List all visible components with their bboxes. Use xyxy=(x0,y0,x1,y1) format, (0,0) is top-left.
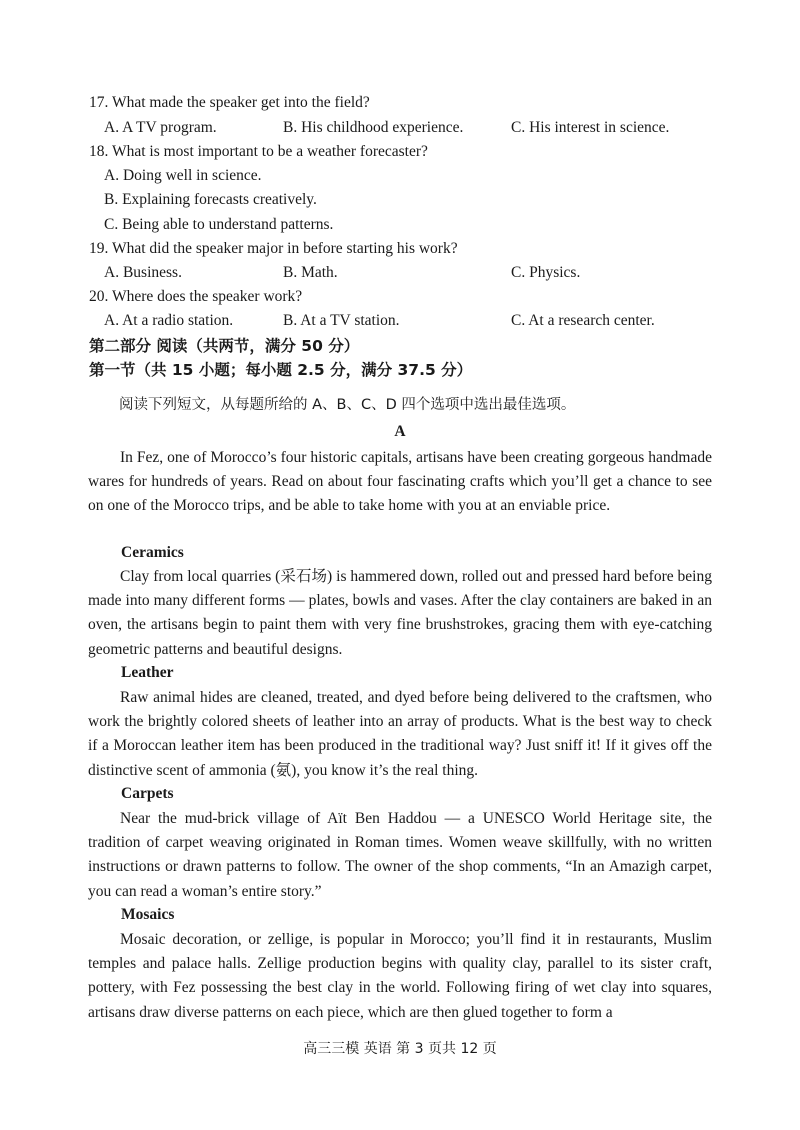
section-heading-ceramics: Ceramics xyxy=(121,544,184,561)
passage-label: A xyxy=(394,423,406,440)
q18-option-b: B. Explaining forecasts creatively. xyxy=(104,191,317,208)
q19-option-b: B. Math. xyxy=(283,264,338,281)
q20-option-b: B. At a TV station. xyxy=(283,312,400,329)
section-text-carpets: Near the mud-brick village of Aït Ben Haddou — a UNESCO World Heritage site, the tradition of carpet weaving originated in Roman times. Women weave skillfully, with no written instructions or drawn patterns to follow. The owner of the shop comments, “In an Amazigh carpet, you can read a woman’s entire story.” xyxy=(88,810,712,900)
q17-option-b: B. His childhood experience. xyxy=(283,119,464,136)
q19-option-a: A. Business. xyxy=(104,264,182,281)
q18-option-c: C. Being able to understand patterns. xyxy=(104,216,334,233)
section-text-leather: Raw animal hides are cleaned, treated, and dyed before being delivered to the craftsmen, who work the brightly colored sheets of leather into an array of products. What is the best way to check if a Moroccan leather item has been produced in the traditional way? Just sniff it! If it gives off the distinctive scent of ammonia (氨), you know it’s the real thing. xyxy=(88,689,712,779)
page-footer: 高三三模 英语 第 3 页共 12 页 xyxy=(303,1041,497,1057)
q17-option-c: C. His interest in science. xyxy=(511,119,670,136)
q17-option-a: A. A TV program. xyxy=(104,119,217,136)
question-19-stem: 19. What did the speaker major in before starting his work? xyxy=(89,240,458,257)
section1-title: 第一节（共 15 小题；每小题 2.5 分，满分 37.5 分） xyxy=(89,361,473,379)
section-heading-carpets: Carpets xyxy=(121,785,174,802)
question-18-stem: 18. What is most important to be a weather forecaster? xyxy=(89,143,428,160)
section-text-ceramics: Clay from local quarries (采石场) is hammered down, rolled out and pressed hard before being made into many different forms — plates, bowls and vases. After the clay containers are baked in an oven, the artisans begin to paint them with very fine brushstrokes, gracing them with eye-catching geometric patterns and beautiful designs. xyxy=(88,568,712,658)
part2-title: 第二部分 阅读（共两节，满分 50 分） xyxy=(89,337,360,355)
q18-option-a: A. Doing well in science. xyxy=(104,167,262,184)
reading-instruction: 阅读下列短文，从每题所给的 A、B、C、D 四个选项中选出最佳选项。 xyxy=(119,397,576,413)
section-text-mosaics: Mosaic decoration, or zellige, is popular in Morocco; you’ll find it in restaurants, Muslim temples and palace halls. Zellige production begins with quality clay, parallel to its sister craft, pottery, with Fez possessing the best clay in the world. Following firing of wet clay into squares, artisans draw diverse patterns on each piece, which are then glued together to form a xyxy=(88,931,712,1021)
q20-option-a: A. At a radio station. xyxy=(104,312,234,329)
passage-intro: In Fez, one of Morocco’s four historic capitals, artisans have been creating gorgeous handmade wares for hundreds of years. Read on about four fascinating crafts which you’ll get a chance to see on one of the Morocco trips, and be able to take home with you at an enviable price. xyxy=(88,449,712,515)
question-17-stem: 17. What made the speaker get into the field? xyxy=(89,94,370,111)
question-20-stem: 20. Where does the speaker work? xyxy=(89,288,303,305)
q20-option-c: C. At a research center. xyxy=(511,312,655,329)
section-heading-mosaics: Mosaics xyxy=(121,906,175,923)
section-heading-leather: Leather xyxy=(121,664,174,681)
q19-option-c: C. Physics. xyxy=(511,264,581,281)
